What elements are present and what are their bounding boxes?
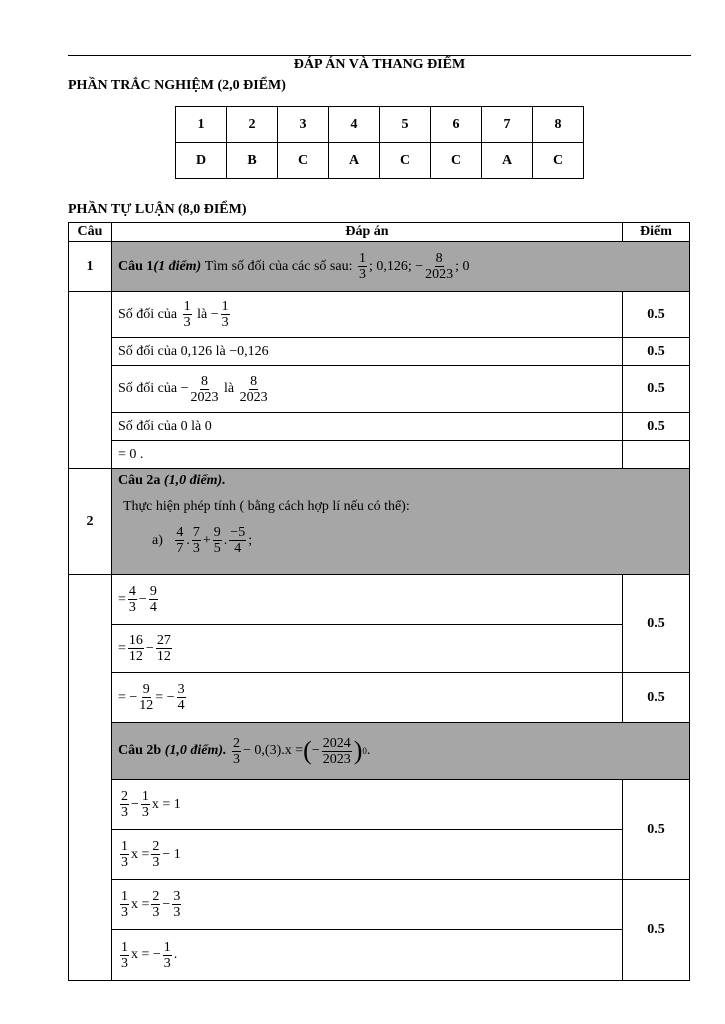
fraction: $\frac{2}{3}$ — [121, 789, 128, 820]
answer-letter: D — [176, 143, 227, 179]
q1-prompt — [112, 242, 689, 292]
fraction: $\frac{1}{3}$ — [183, 299, 191, 330]
q1-row-2: Số đối của 0,126 là −0,126 — [112, 338, 623, 366]
fraction: $\frac{1}{3}$ — [221, 299, 229, 330]
answer-letter: C — [533, 143, 584, 179]
fraction: $\frac{9}{4}$ — [149, 584, 157, 615]
q2a-expression: a) $\frac{4}{7}$ . $\frac{7}{3}$ + $\frac{9}{5}$ . $\frac{-5}{4}$ ; — [152, 525, 253, 556]
q1-text: Tìm số đối của các số sau: — [204, 258, 353, 274]
fraction: $\frac{8}{2023}$ — [425, 251, 454, 282]
header-cau: Câu — [69, 223, 112, 242]
q2b-step-3: $\frac{1}{3}$ x = $\frac{2}{3}$ − $\frac{3}{3}$ — [112, 880, 623, 930]
answer-key-table — [175, 106, 584, 179]
fraction: $\frac{16}{12}$ — [128, 633, 143, 664]
fraction: $\frac{3}{4}$ — [177, 682, 185, 713]
q2a-step-2: = $\frac{16}{12}$ − $\frac{27}{12}$ — [112, 625, 623, 673]
q1-row-5: = 0 . — [112, 441, 623, 469]
top-rule — [68, 55, 691, 56]
page-title: ĐÁP ÁN VÀ THANG ĐIỂM — [293, 57, 466, 72]
score: 0.5 — [623, 673, 689, 723]
answer-row — [176, 143, 584, 179]
question-number-2: 2 — [69, 469, 112, 575]
fraction: $\frac{2}{3}$ — [233, 735, 241, 767]
fraction: $\frac{1}{3}$ — [358, 251, 366, 282]
question-number: 6 — [431, 107, 482, 143]
list-separator: ; 0,126; − — [368, 258, 424, 274]
right-paren: ) — [353, 736, 363, 765]
score: 0.5 — [647, 922, 665, 937]
list-separator: ; 0 — [455, 258, 470, 274]
fraction: $\frac{3}{3}$ — [173, 889, 181, 920]
fraction: $\frac{1}{3}$ — [121, 889, 128, 920]
score: 0.5 — [623, 292, 689, 338]
fraction: $\frac{2}{3}$ — [152, 839, 160, 870]
q2a-prompt — [112, 469, 689, 575]
fraction: $\frac{1}{3}$ — [141, 789, 149, 820]
answer-letter: C — [431, 143, 482, 179]
fraction: $\frac{1}{3}$ — [121, 939, 128, 971]
fraction: $\frac{8}{2023}$ — [239, 373, 268, 405]
score: 0.5 — [623, 413, 689, 441]
question-column-spacer — [69, 292, 112, 469]
essay-table — [68, 222, 690, 981]
answer-letter: A — [329, 143, 380, 179]
answer-letter: A — [482, 143, 533, 179]
q1-label: Câu 1 — [118, 258, 154, 274]
q2b-step-2: $\frac{1}{3}$ x = $\frac{2}{3}$ − 1 — [112, 830, 623, 880]
score-empty — [623, 441, 689, 469]
q1-row-3: Số đối của − $\frac{8}{2023}$ là $\frac{8}{2023}$ — [112, 366, 623, 413]
score: 0.5 — [623, 338, 689, 366]
q2b-prompt: Câu 2b (1,0 điểm). $\frac{2}{3}$ − 0,(3).x = ( − $\frac{2024}{2023}$ ) 0 . — [112, 723, 689, 780]
exponent: 0 — [362, 746, 367, 756]
fraction: $\frac{2024}{2023}$ — [322, 735, 351, 767]
section-multiple-choice-heading: PHẦN TRẮC NGHIỆM (2,0 ĐIỂM) — [68, 78, 286, 93]
answer-letter: B — [227, 143, 278, 179]
fraction: $\frac{-5}{4}$ — [230, 525, 246, 556]
header-dap-an: Đáp án — [112, 223, 623, 242]
question-number: 1 — [176, 107, 227, 143]
section-essay-heading: PHẦN TỰ LUẬN (8,0 ĐIỂM) — [68, 202, 247, 217]
fraction: $\frac{27}{12}$ — [156, 633, 171, 664]
fraction: $\frac{4}{7}$ — [176, 525, 184, 556]
answer-letter: C — [278, 143, 329, 179]
question-number: 3 — [278, 107, 329, 143]
q2a-step-1: = $\frac{4}{3}$ − $\frac{9}{4}$ — [112, 575, 623, 625]
q2a-step-3: = − $\frac{9}{12}$ = − $\frac{3}{4}$ — [112, 673, 623, 723]
question-number: 8 — [533, 107, 584, 143]
fraction: $\frac{2}{3}$ — [152, 889, 160, 920]
answer-letter: C — [380, 143, 431, 179]
q1-row-4: Số đối của 0 là 0 — [112, 413, 623, 441]
q2a-points: (1,0 điểm). — [163, 473, 226, 488]
q2b-points: (1,0 điểm). — [164, 743, 227, 758]
question-number: 4 — [329, 107, 380, 143]
score: 0.5 — [623, 575, 689, 673]
question-column-spacer — [69, 575, 112, 980]
score: 0.5 — [623, 780, 689, 880]
left-paren: ( — [303, 736, 312, 765]
question-number: 2 — [227, 107, 278, 143]
q2b-label: Câu 2b — [118, 743, 162, 758]
fraction: $\frac{9}{5}$ — [213, 525, 221, 556]
q1-points: (1 điểm) — [153, 258, 202, 274]
q2b-step-4: $\frac{1}{3}$ x = − $\frac{1}{3}$ . — [112, 930, 623, 980]
fraction: $\frac{8}{2023}$ — [190, 373, 219, 405]
q2a-instruction: Thực hiện phép tính ( bằng cách hợp lí nếu có thể): — [123, 499, 410, 514]
question-number: 7 — [482, 107, 533, 143]
fraction: $\frac{9}{12}$ — [139, 682, 154, 713]
score: 0.5 — [623, 366, 689, 413]
fraction: $\frac{4}{3}$ — [128, 584, 136, 615]
q2b-step-1: $\frac{2}{3}$ − $\frac{1}{3}$ x = 1 — [112, 780, 623, 830]
fraction: $\frac{7}{3}$ — [192, 525, 200, 556]
q1-row-1: Số đối của $\frac{1}{3}$ là − $\frac{1}{3}$ — [112, 292, 623, 338]
fraction: $\frac{1}{3}$ — [121, 839, 128, 870]
question-number: 5 — [380, 107, 431, 143]
question-number-row — [176, 107, 584, 143]
q2a-label: Câu 2a — [118, 473, 161, 488]
header-diem: Điểm — [623, 223, 689, 242]
question-number-1: 1 — [69, 242, 112, 292]
fraction: $\frac{1}{3}$ — [163, 939, 171, 971]
